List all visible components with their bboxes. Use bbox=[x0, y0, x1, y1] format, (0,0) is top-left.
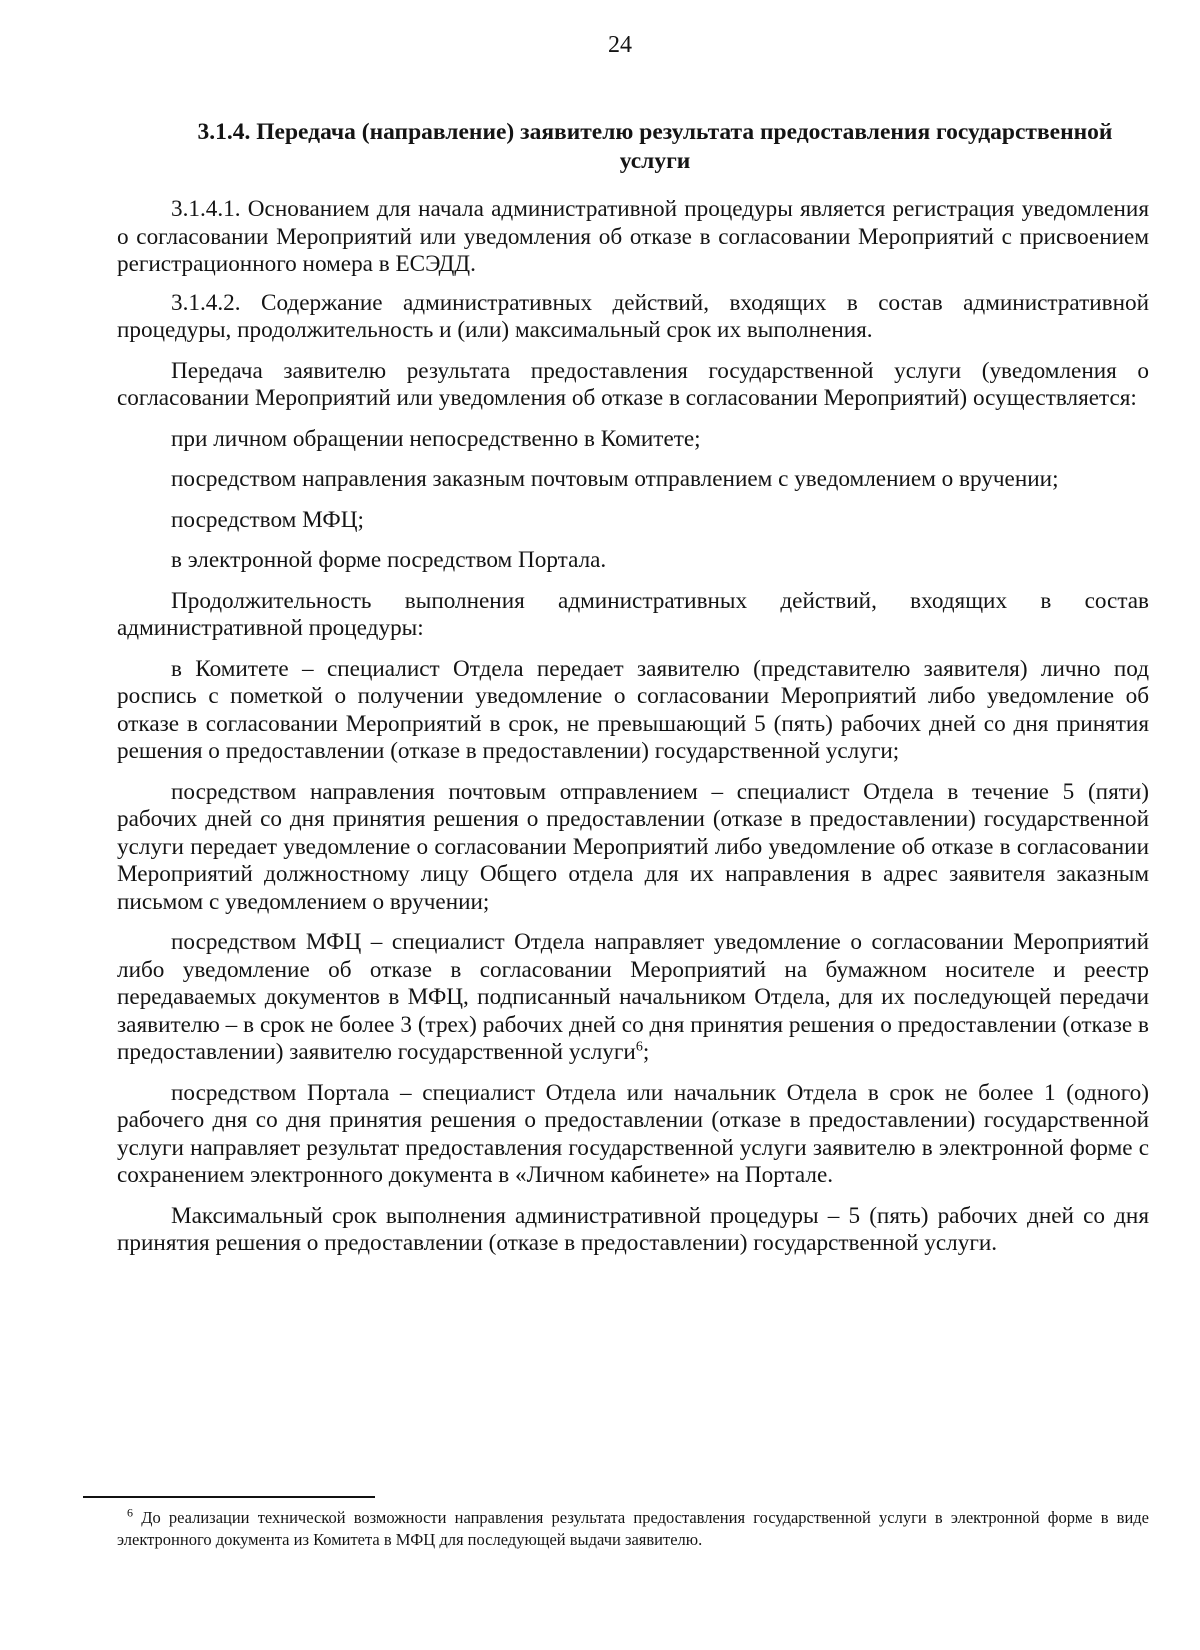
list-item-mfc: посредством МФЦ; bbox=[171, 506, 364, 533]
list-item-in-person: при личном обращении непосредственно в Комитете; bbox=[171, 425, 701, 452]
footnote-divider bbox=[83, 1496, 375, 1498]
paragraph-duration-intro: Продолжительность выполнения административных действий, входящих в состав административной процедуры: bbox=[117, 587, 1149, 641]
section-heading: 3.1.4. Передача (направление) заявителю результата предоставления государственной услуги bbox=[197, 119, 1113, 174]
footnote-text: До реализации технической возможности направления результата предоставления государственной услуги в электронной форме в виде электронного документа из Комитета в МФЦ для последующей выдачи заявителю. bbox=[117, 1508, 1150, 1549]
paragraph-mfc-text: посредством МФЦ – специалист Отдела направляет уведомление о согласовании Мероприятий либо уведомление об отказе в согласовании Мероприятий на бумажном носителе и реестр передаваемых документов в МФЦ, подписанный начальником Отдела, для их последующей передачи заявителю – в срок не более 3 (трех) рабочих дней со дня принятия решения о предоставлении (отказе в предоставлении) заявителю государственной услуги bbox=[117, 929, 1149, 1065]
paragraph-mfc bbox=[117, 929, 1149, 1067]
list-item-portal: в электронной форме посредством Портала. bbox=[171, 547, 607, 573]
paragraph-transfer-intro: Передача заявителю результата предоставления государственной услуги (уведомления о согласовании Мероприятий или уведомления об отказе в согласовании Мероприятий) осуществляется: bbox=[117, 357, 1149, 411]
paragraph-committee: в Комитете – специалист Отдела передает заявителю (представителю заявителя) лично под роспись с пометкой о получении уведомление о согласовании Мероприятий либо уведомление об отказе в согласовании Мероприятий в срок, не превышающий 5 (пять) рабочих дней со дня принятия решения о предоставлении (отказе в предоставлении) государственной услуги; bbox=[117, 655, 1149, 764]
paragraph-mfc-tail: ; bbox=[642, 1039, 650, 1065]
footnote-marker: 6 bbox=[127, 1505, 133, 1520]
page-number: 24 bbox=[608, 32, 632, 58]
document-body bbox=[117, 196, 1149, 1258]
footnote-reference[interactable]: 6 bbox=[635, 1039, 643, 1055]
list-item-registered-mail: посредством направления заказным почтовым отправлением с уведомлением о вручении; bbox=[171, 466, 1059, 492]
paragraph-portal: посредством Портала – специалист Отдела или начальник Отдела в срок не более 1 (одного) рабочего дня со дня принятия решения о предоставлении (отказе в предоставлении) государственной услуги направляет результат предоставления государственной услуги заявителю в электронной форме с сохранением электронного документа в «Личном кабинете» на Портале. bbox=[117, 1079, 1149, 1188]
footnote bbox=[117, 1507, 1149, 1551]
paragraph-max-term: Максимальный срок выполнения административной процедуры – 5 (пять) рабочих дней со дня принятия решения о предоставлении (отказе в предоставлении) государственной услуги. bbox=[117, 1202, 1149, 1256]
paragraph-3-1-4-1: 3.1.4.1. Основанием для начала административной процедуры является регистрация уведомления о согласовании Мероприятий или уведомления об отказе в согласовании Мероприятий с присвоением регистрационного номера в ЕСЭДД. bbox=[117, 196, 1149, 277]
paragraph-postal: посредством направления почтовым отправлением – специалист Отдела в течение 5 (пяти) рабочих дней со дня принятия решения о предоставлении (отказе в предоставлении) государственной услуги передает уведомление о согласовании Мероприятий либо уведомление об отказе в согласовании Мероприятий должностному лицу Общего отдела для их направления в адрес заявителя заказным письмом с уведомлением о вручении; bbox=[117, 778, 1149, 915]
paragraph-3-1-4-2: 3.1.4.2. Содержание административных действий, входящих в состав административной процедуры, продолжительность и (или) максимальный срок их выполнения. bbox=[117, 289, 1149, 343]
